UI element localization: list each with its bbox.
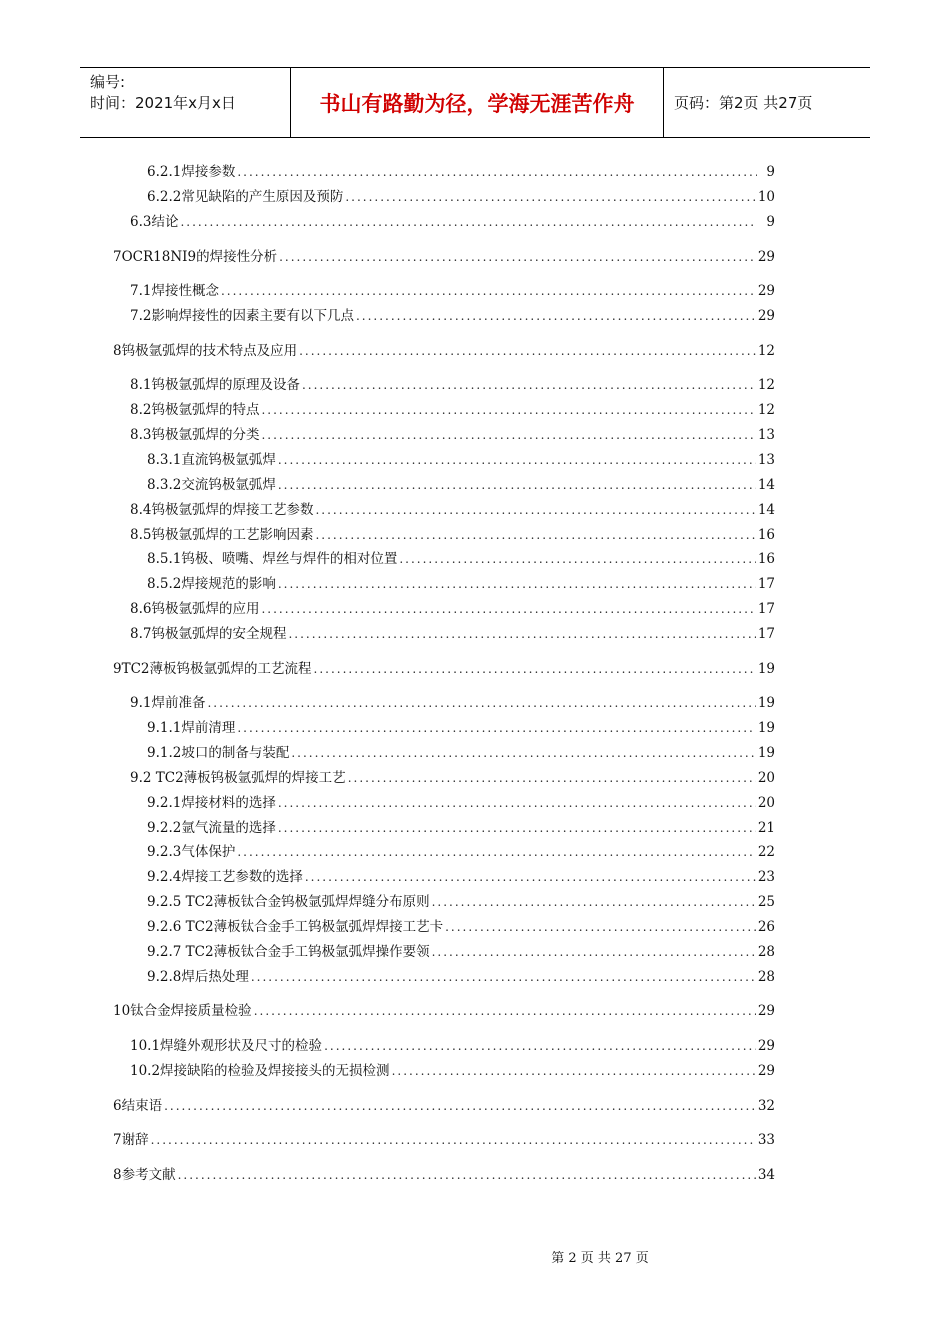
toc-dot-leader — [356, 307, 756, 325]
toc-entry[interactable] — [147, 893, 775, 911]
toc-dot-leader — [291, 744, 755, 762]
toc-entry-title: 9.2.1焊接材料的选择 — [147, 795, 276, 811]
toc-entry[interactable] — [113, 342, 775, 360]
toc-entry-page: 19 — [757, 720, 775, 736]
toc-entry-title: 7OCR18NI9的焊接性分析 — [113, 249, 278, 265]
toc-entry-title: 8.3.1直流钨极氩弧焊 — [147, 452, 276, 468]
toc-entry-title: 10.1焊缝外观形状及尺寸的检验 — [130, 1038, 323, 1054]
toc-entry-page: 28 — [757, 969, 775, 985]
toc-dot-leader — [237, 843, 755, 861]
toc-entry-page: 17 — [757, 576, 775, 592]
toc-entry-title: 9.2.2氩气流量的选择 — [147, 820, 276, 836]
toc-dot-leader — [278, 451, 756, 469]
toc-entry-title: 8钨极氩弧焊的技术特点及应用 — [113, 343, 298, 359]
toc-entry[interactable] — [130, 376, 775, 394]
toc-entry[interactable] — [147, 476, 775, 494]
toc-entry-page: 19 — [757, 745, 775, 761]
toc-entry[interactable] — [113, 1002, 775, 1020]
header-motto: 书山有路勤为径，学海无涯苦作舟 — [291, 68, 664, 137]
toc-entry-page: 14 — [757, 477, 775, 493]
toc-entry-title: 8.6钨极氩弧焊的应用 — [130, 601, 260, 617]
toc-entry-page: 17 — [757, 601, 775, 617]
toc-entry-page: 21 — [757, 820, 775, 836]
toc-entry-page: 29 — [757, 249, 775, 265]
toc-entry-title: 7.1焊接性概念 — [130, 283, 219, 299]
toc-dot-leader — [237, 163, 757, 181]
toc-entry-title: 9.2.5 TC2薄板钛合金钨极氩弧焊焊缝分布原则 — [147, 894, 430, 910]
toc-entry[interactable] — [147, 943, 775, 961]
toc-dot-leader — [302, 376, 756, 394]
toc-entry-page: 26 — [757, 919, 775, 935]
page-header — [80, 67, 870, 138]
toc-entry-title: 6结束语 — [113, 1098, 163, 1114]
toc-entry-page: 20 — [757, 770, 775, 786]
toc-entry-title: 8.5钨极氩弧焊的工艺影响因素 — [130, 527, 314, 543]
toc-entry[interactable] — [113, 1097, 775, 1115]
toc-entry-page: 34 — [757, 1167, 775, 1183]
toc-entry-page: 16 — [757, 551, 775, 567]
toc-entry-title: 6.2.2常见缺陷的产生原因及预防 — [147, 189, 344, 205]
toc-entry[interactable] — [130, 426, 775, 444]
toc-dot-leader — [392, 1062, 756, 1080]
toc-entry[interactable] — [147, 843, 775, 861]
toc-dot-leader — [207, 694, 755, 712]
toc-entry-title: 6.3结论 — [130, 214, 179, 230]
toc-dot-leader — [432, 943, 756, 961]
toc-entry-page: 9 — [766, 164, 775, 180]
toc-entry[interactable] — [147, 188, 775, 206]
toc-entry-page: 17 — [757, 626, 775, 642]
toc-entry[interactable] — [147, 744, 775, 762]
toc-entry[interactable] — [130, 526, 775, 544]
toc-entry-page: 20 — [757, 795, 775, 811]
header-page-info: 页码：第2页 共27页 — [674, 94, 813, 112]
toc-entry[interactable] — [130, 282, 775, 300]
toc-entry[interactable] — [147, 451, 775, 469]
toc-entry-page: 19 — [757, 695, 775, 711]
toc-dot-leader — [151, 1131, 756, 1149]
toc-entry[interactable] — [147, 163, 775, 181]
toc-entry-title: 6.2.1焊接参数 — [147, 164, 236, 180]
toc-dot-leader — [261, 600, 755, 618]
toc-entry-page: 16 — [757, 527, 775, 543]
toc-entry-page: 29 — [757, 308, 775, 324]
toc-entry[interactable] — [130, 401, 775, 419]
toc-entry[interactable] — [130, 600, 775, 618]
toc-entry-title: 8.7钨极氩弧焊的安全规程 — [130, 626, 287, 642]
number-label: 编号: — [90, 73, 126, 91]
toc-entry[interactable] — [130, 501, 775, 519]
toc-dot-leader — [445, 918, 756, 936]
toc-entry-page: 29 — [757, 1038, 775, 1054]
toc-entry[interactable] — [130, 625, 775, 643]
toc-entry-page: 19 — [757, 661, 775, 677]
toc-entry-page: 9 — [766, 214, 775, 230]
toc-entry[interactable] — [130, 213, 775, 231]
toc-entry-title: 9.1.2坡口的制备与装配 — [147, 745, 290, 761]
toc-entry-title: 8参考文献 — [113, 1167, 176, 1183]
toc-entry-title: 9.1.1焊前清理 — [147, 720, 236, 736]
time-label: 时间：2021年x月x日 — [90, 94, 236, 112]
toc-dot-leader — [221, 282, 756, 300]
toc-dot-leader — [278, 794, 756, 812]
toc-dot-leader — [278, 819, 756, 837]
toc-entry[interactable] — [113, 1131, 775, 1149]
toc-dot-leader — [164, 1097, 756, 1115]
toc-entry-page: 32 — [757, 1098, 775, 1114]
toc-entry-title: 7谢辞 — [113, 1132, 149, 1148]
toc-dot-leader — [305, 868, 756, 886]
toc-entry-page: 28 — [757, 944, 775, 960]
toc-entry-page: 23 — [757, 869, 775, 885]
toc-entry-page: 22 — [757, 844, 775, 860]
toc-entry-title: 10.2焊接缺陷的检验及焊接接头的无损检测 — [130, 1063, 390, 1079]
toc-entry[interactable] — [130, 307, 775, 325]
toc-dot-leader — [279, 248, 756, 266]
toc-entry-page: 33 — [757, 1132, 775, 1148]
toc-entry[interactable] — [147, 868, 775, 886]
toc-dot-leader — [180, 213, 757, 231]
toc-dot-leader — [314, 660, 756, 678]
toc-entry-title: 9.2.8焊后热处理 — [147, 969, 249, 985]
toc-dot-leader — [288, 625, 755, 643]
toc-entry-title: 9.2.4焊接工艺参数的选择 — [147, 869, 303, 885]
toc-dot-leader — [324, 1037, 756, 1055]
toc-entry-title: 8.1钨极氩弧焊的原理及设备 — [130, 377, 300, 393]
toc-entry-page: 14 — [757, 502, 775, 518]
toc-dot-leader — [315, 526, 755, 544]
toc-entry[interactable] — [130, 769, 775, 787]
toc-entry[interactable] — [147, 918, 775, 936]
toc-dot-leader — [278, 476, 756, 494]
toc-dot-leader — [348, 769, 756, 787]
toc-entry-page: 29 — [757, 283, 775, 299]
toc-dot-leader — [345, 188, 755, 206]
toc-entry-page: 13 — [757, 427, 775, 443]
toc-entry[interactable] — [147, 719, 775, 737]
toc-dot-leader — [237, 719, 755, 737]
toc-dot-leader — [251, 968, 756, 986]
toc-dot-leader — [254, 1002, 756, 1020]
toc-dot-leader — [399, 550, 755, 568]
header-meta — [80, 68, 291, 137]
toc-entry[interactable] — [130, 694, 775, 712]
toc-entry[interactable] — [113, 248, 775, 266]
toc-entry-title: 9.2 TC2薄板钨极氩弧焊的焊接工艺 — [130, 770, 346, 786]
toc-dot-leader — [178, 1166, 756, 1184]
toc-entry-title: 10钛合金焊接质量检验 — [113, 1003, 252, 1019]
toc-entry[interactable] — [130, 1062, 775, 1080]
toc-entry-page: 12 — [757, 402, 775, 418]
toc-dot-leader — [261, 401, 755, 419]
toc-entry[interactable] — [147, 550, 775, 568]
toc-dot-leader — [315, 501, 755, 519]
toc-entry-title: 9.2.6 TC2薄板钛合金手工钨极氩弧焊焊接工艺卡 — [147, 919, 444, 935]
toc-entry-page: 13 — [757, 452, 775, 468]
toc-dot-leader — [278, 575, 756, 593]
toc-entry-title: 8.5.1钨极、喷嘴、焊丝与焊件的相对位置 — [147, 551, 398, 567]
toc-entry-title: 8.3钨极氩弧焊的分类 — [130, 427, 260, 443]
page-footer: 第 2 页 共 27 页 — [551, 1251, 649, 1266]
toc-entry-page: 29 — [757, 1003, 775, 1019]
toc-entry[interactable] — [113, 660, 775, 678]
toc-entry-page: 12 — [757, 377, 775, 393]
toc-entry[interactable] — [130, 1037, 775, 1055]
toc-entry-title: 9.2.3气体保护 — [147, 844, 236, 860]
toc-dot-leader — [299, 342, 756, 360]
toc-entry-title: 9TC2薄板钨极氩弧焊的工艺流程 — [113, 661, 312, 677]
toc-entry[interactable] — [113, 1166, 775, 1184]
toc-entry-title: 9.1焊前准备 — [130, 695, 206, 711]
toc-entry-page: 25 — [757, 894, 775, 910]
toc-entry-title: 8.5.2焊接规范的影响 — [147, 576, 276, 592]
toc-dot-leader — [261, 426, 755, 444]
toc-entry[interactable] — [147, 575, 775, 593]
toc-entry[interactable] — [147, 968, 775, 986]
toc-entry-page: 12 — [757, 343, 775, 359]
toc-entry-title: 7.2影响焊接性的因素主要有以下几点 — [130, 308, 354, 324]
toc-dot-leader — [432, 893, 756, 911]
toc-entry-page: 29 — [757, 1063, 775, 1079]
toc-entry-page: 10 — [757, 189, 775, 205]
toc-entry-title: 8.2钨极氩弧焊的特点 — [130, 402, 260, 418]
toc-entry-title: 8.4钨极氩弧焊的焊接工艺参数 — [130, 502, 314, 518]
toc-entry-title: 9.2.7 TC2薄板钛合金手工钨极氩弧焊操作要领 — [147, 944, 430, 960]
toc-entry[interactable] — [147, 794, 775, 812]
toc-entry[interactable] — [147, 819, 775, 837]
toc-entry-title: 8.3.2交流钨极氩弧焊 — [147, 477, 276, 493]
